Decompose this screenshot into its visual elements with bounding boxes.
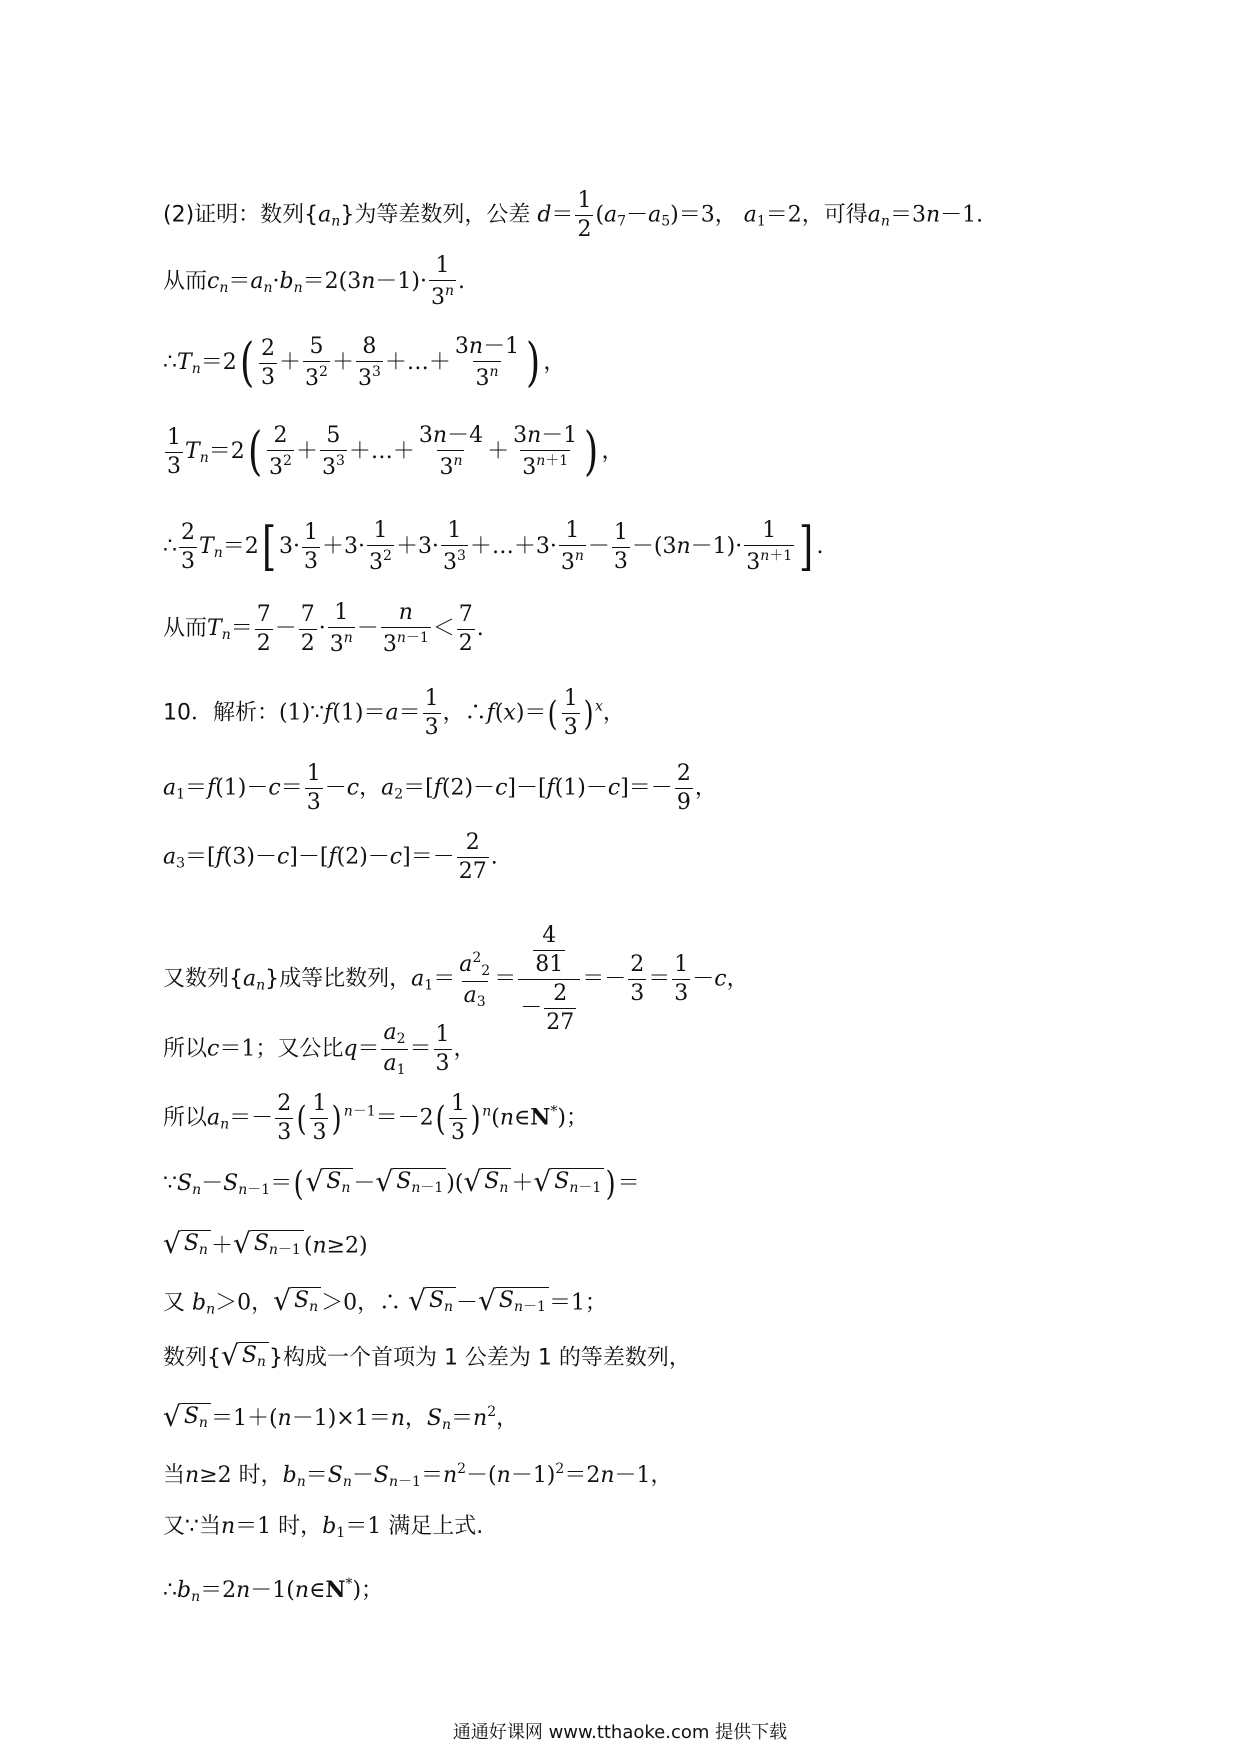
line-7: 10．解析：(1)∵f(1)＝a＝ $\frac{1}{3}$ ，∴f(x)＝( $\frac{1}{3}$ ) $^x$，: [163, 686, 625, 740]
line-2: 从而$c_n=a_n\cdot b_n=2(3n-1)\cdot$ $\frac{1}{3^n}$ .: [163, 253, 466, 310]
line-16: 数列{ √ $S_n$ }构成一个首项为 1 公差为 1 的等差数列，: [163, 1342, 691, 1375]
line-19: 又∵当n＝1 时，$b_1=1$ 满足上式.: [163, 1514, 484, 1541]
line-4: $\frac{1}{3}$ $T_n=2$( $\frac{2}{3^2}$ ＋ $\frac{5}{3^3}$ ＋…＋ $\frac{3n-4}{3^n}$ ＋ $\frac{3n-1}{3^{n+1}}$ ) ，: [167, 422, 624, 482]
line-11: 所以c＝1；又公比q＝ $\frac{a_2}{a_1}$ ＝ $\frac{1}{3}$ ，: [163, 1020, 476, 1078]
line-3: $\therefore T_n=2$( $\frac{2}{3}$ ＋ $\frac{5}{3^2}$ ＋ $\frac{8}{3^3}$ ＋…＋ $\frac{3n-1}{3^n}$ ) ，: [163, 333, 566, 393]
line-14: √ $S_n$ ＋ √ $S_{n-1}$ (n≥2): [163, 1230, 368, 1263]
line-6: 从而$T_n=$ $\frac{7}{2}$ － $\frac{7}{2}$ · $\frac{1}{3^n}$ － $\frac{n}{3^{n-1}}$ ＜ $\frac{7}{2}$ .: [163, 600, 484, 657]
line-1: (2)证明：数列$\{a_n\}$为等差数列，公差 d＝ $\frac{1}{2}$ $(a_7-a_5)=3$， $a_1=2$，可得$a_n=3n-1$.: [163, 188, 984, 242]
line-17: √ $S_n$ ＝1＋(n－1)×1＝n，$S_n=n^2$，: [163, 1398, 518, 1439]
line-5: ∴ $\frac{2}{3}$ $T_n=2$[ 3· $\frac{1}{3}$ ＋3· $\frac{1}{3^2}$ ＋3· $\frac{1}{3^3}$ ＋…＋3· $\frac{1}{3^n}$ － $\frac{1}{3}$ －(3n－1)· $\frac{1}{3^{n+1}}$ ] .: [163, 517, 824, 577]
line-9: $a_3=[f(3)-c]-[f(2)-c]=-$ $\frac{2}{27}$ .: [163, 830, 498, 884]
line-12: 所以$a_n=-$ $\frac{2}{3}$ ( $\frac{1}{3}$ ) $^{n-1}$＝－2( $\frac{1}{3}$ ) $^n$(n∈N*)；: [163, 1091, 588, 1145]
line-15: 又 $b_n>0$， √ $S_n$ ＞0，∴ √ $S_n$ － √ $S_{n-1}$ ＝1；: [163, 1287, 607, 1324]
line-10: 又数列$\{a_n\}$成等比数列，$a_1=$ $\frac{a^2_2}{a_3}$ ＝ $\frac{4}{81}$ － $\frac{2}{27}$ ＝－ $\frac{2}{3}$ ＝ $\frac{1}{3}$ －c，: [163, 923, 749, 1035]
page-footer: 通通好课网 www.tthaoke.com 提供下载: [452, 1722, 788, 1743]
line-20: $\therefore b_n=2n-1(n\in N^*)$；: [163, 1576, 384, 1605]
line-18: 当n≥2 时，$b_n=S_n-S_{n-1}=n^2-(n-1)^2=2n-1$，: [163, 1461, 673, 1490]
line-13: $\because S_n-S_{n-1}=$( √ $S_n$ － √ $S_{n-1}$ )( √ $S_n$ ＋ √ $S_{n-1}$ )＝: [163, 1164, 640, 1204]
line-8: $a_1=f(1)-c=$ $\frac{1}{3}$ －c，$a_2=[f(2)-c]-[f(1)-c]=-$ $\frac{2}{9}$ ，: [163, 761, 717, 815]
